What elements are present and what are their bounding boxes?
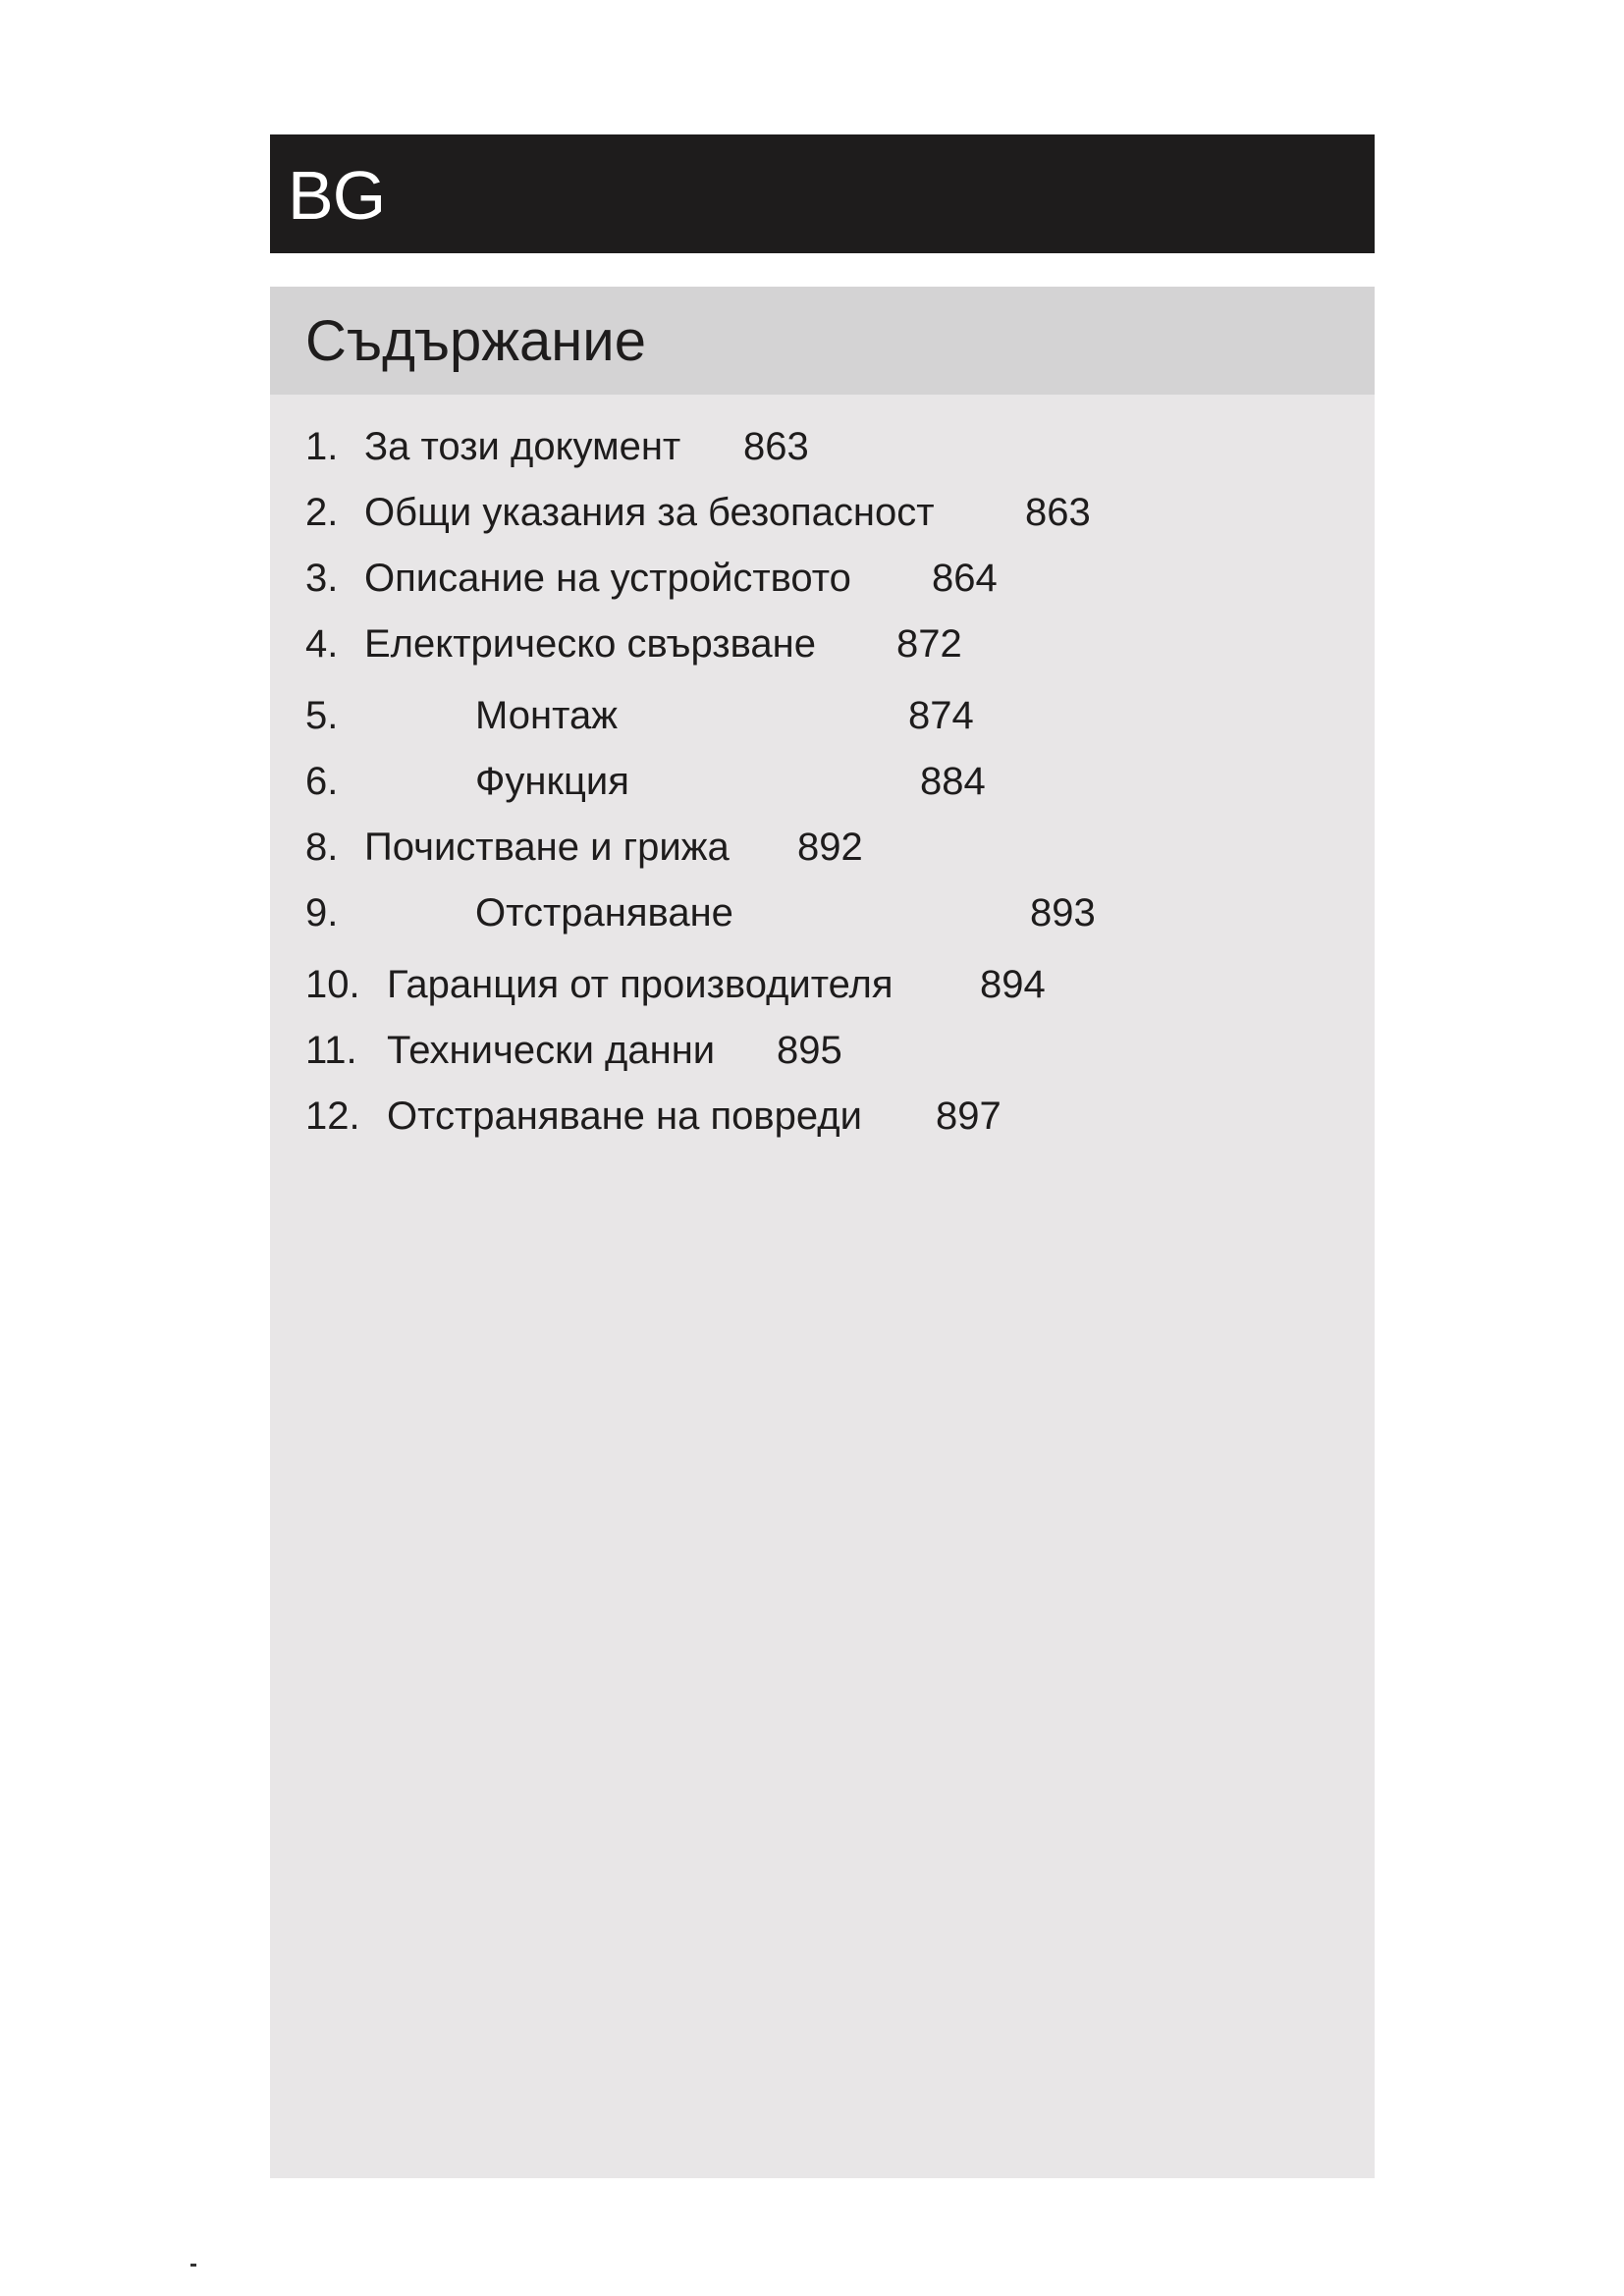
toc-item-page: 895 [777,1029,842,1072]
toc-item-title: Електрическо свързване [364,622,816,666]
toc-item-page: 897 [936,1095,1001,1138]
toc-item-title: Отстраняване [475,891,733,934]
toc-item-number: 6. [305,760,339,803]
toc-list [270,287,1375,2178]
footer-mark [190,2264,196,2267]
toc-item-title: За този документ [364,425,681,468]
toc-item-page: 892 [797,826,863,869]
footer-mark-text [190,2256,193,2266]
toc-item-page: 874 [908,694,974,737]
toc-item-number: 1. [305,425,339,468]
toc-item-page: 884 [920,760,986,803]
table-of-contents-panel [270,287,1375,2178]
toc-item-page: 894 [980,963,1046,1006]
toc-item-title: Почистване и грижа [364,826,730,869]
toc-item-page: 893 [1030,891,1096,934]
toc-item-page: 872 [896,622,962,666]
toc-item-number: 12. [305,1095,360,1138]
toc-item-title: Гаранция от производителя [387,963,893,1006]
toc-item-page: 863 [1025,491,1091,534]
toc-item-title: Описание на устройството [364,557,851,600]
toc-item-title: Общи указания за безопасност [364,491,935,534]
toc-item-title: Отстраняване на повреди [387,1095,862,1138]
toc-item-number: 11. [305,1029,357,1072]
toc-title: Съдържание [305,309,646,373]
toc-item-number: 2. [305,491,339,534]
toc-item-page: 863 [743,425,809,468]
toc-item-number: 5. [305,694,339,737]
toc-item-number: 8. [305,826,339,869]
toc-item-number: 10. [305,963,360,1006]
toc-item-title: Функция [475,760,629,803]
toc-item-number: 9. [305,891,339,934]
language-code: BG [288,157,386,234]
toc-item-number: 3. [305,557,339,600]
toc-item-title: Технически данни [387,1029,716,1072]
toc-item-number: 4. [305,622,339,666]
language-header-bar [270,134,1375,253]
toc-item-title: Монтаж [475,694,618,737]
toc-item-page: 864 [932,557,998,600]
